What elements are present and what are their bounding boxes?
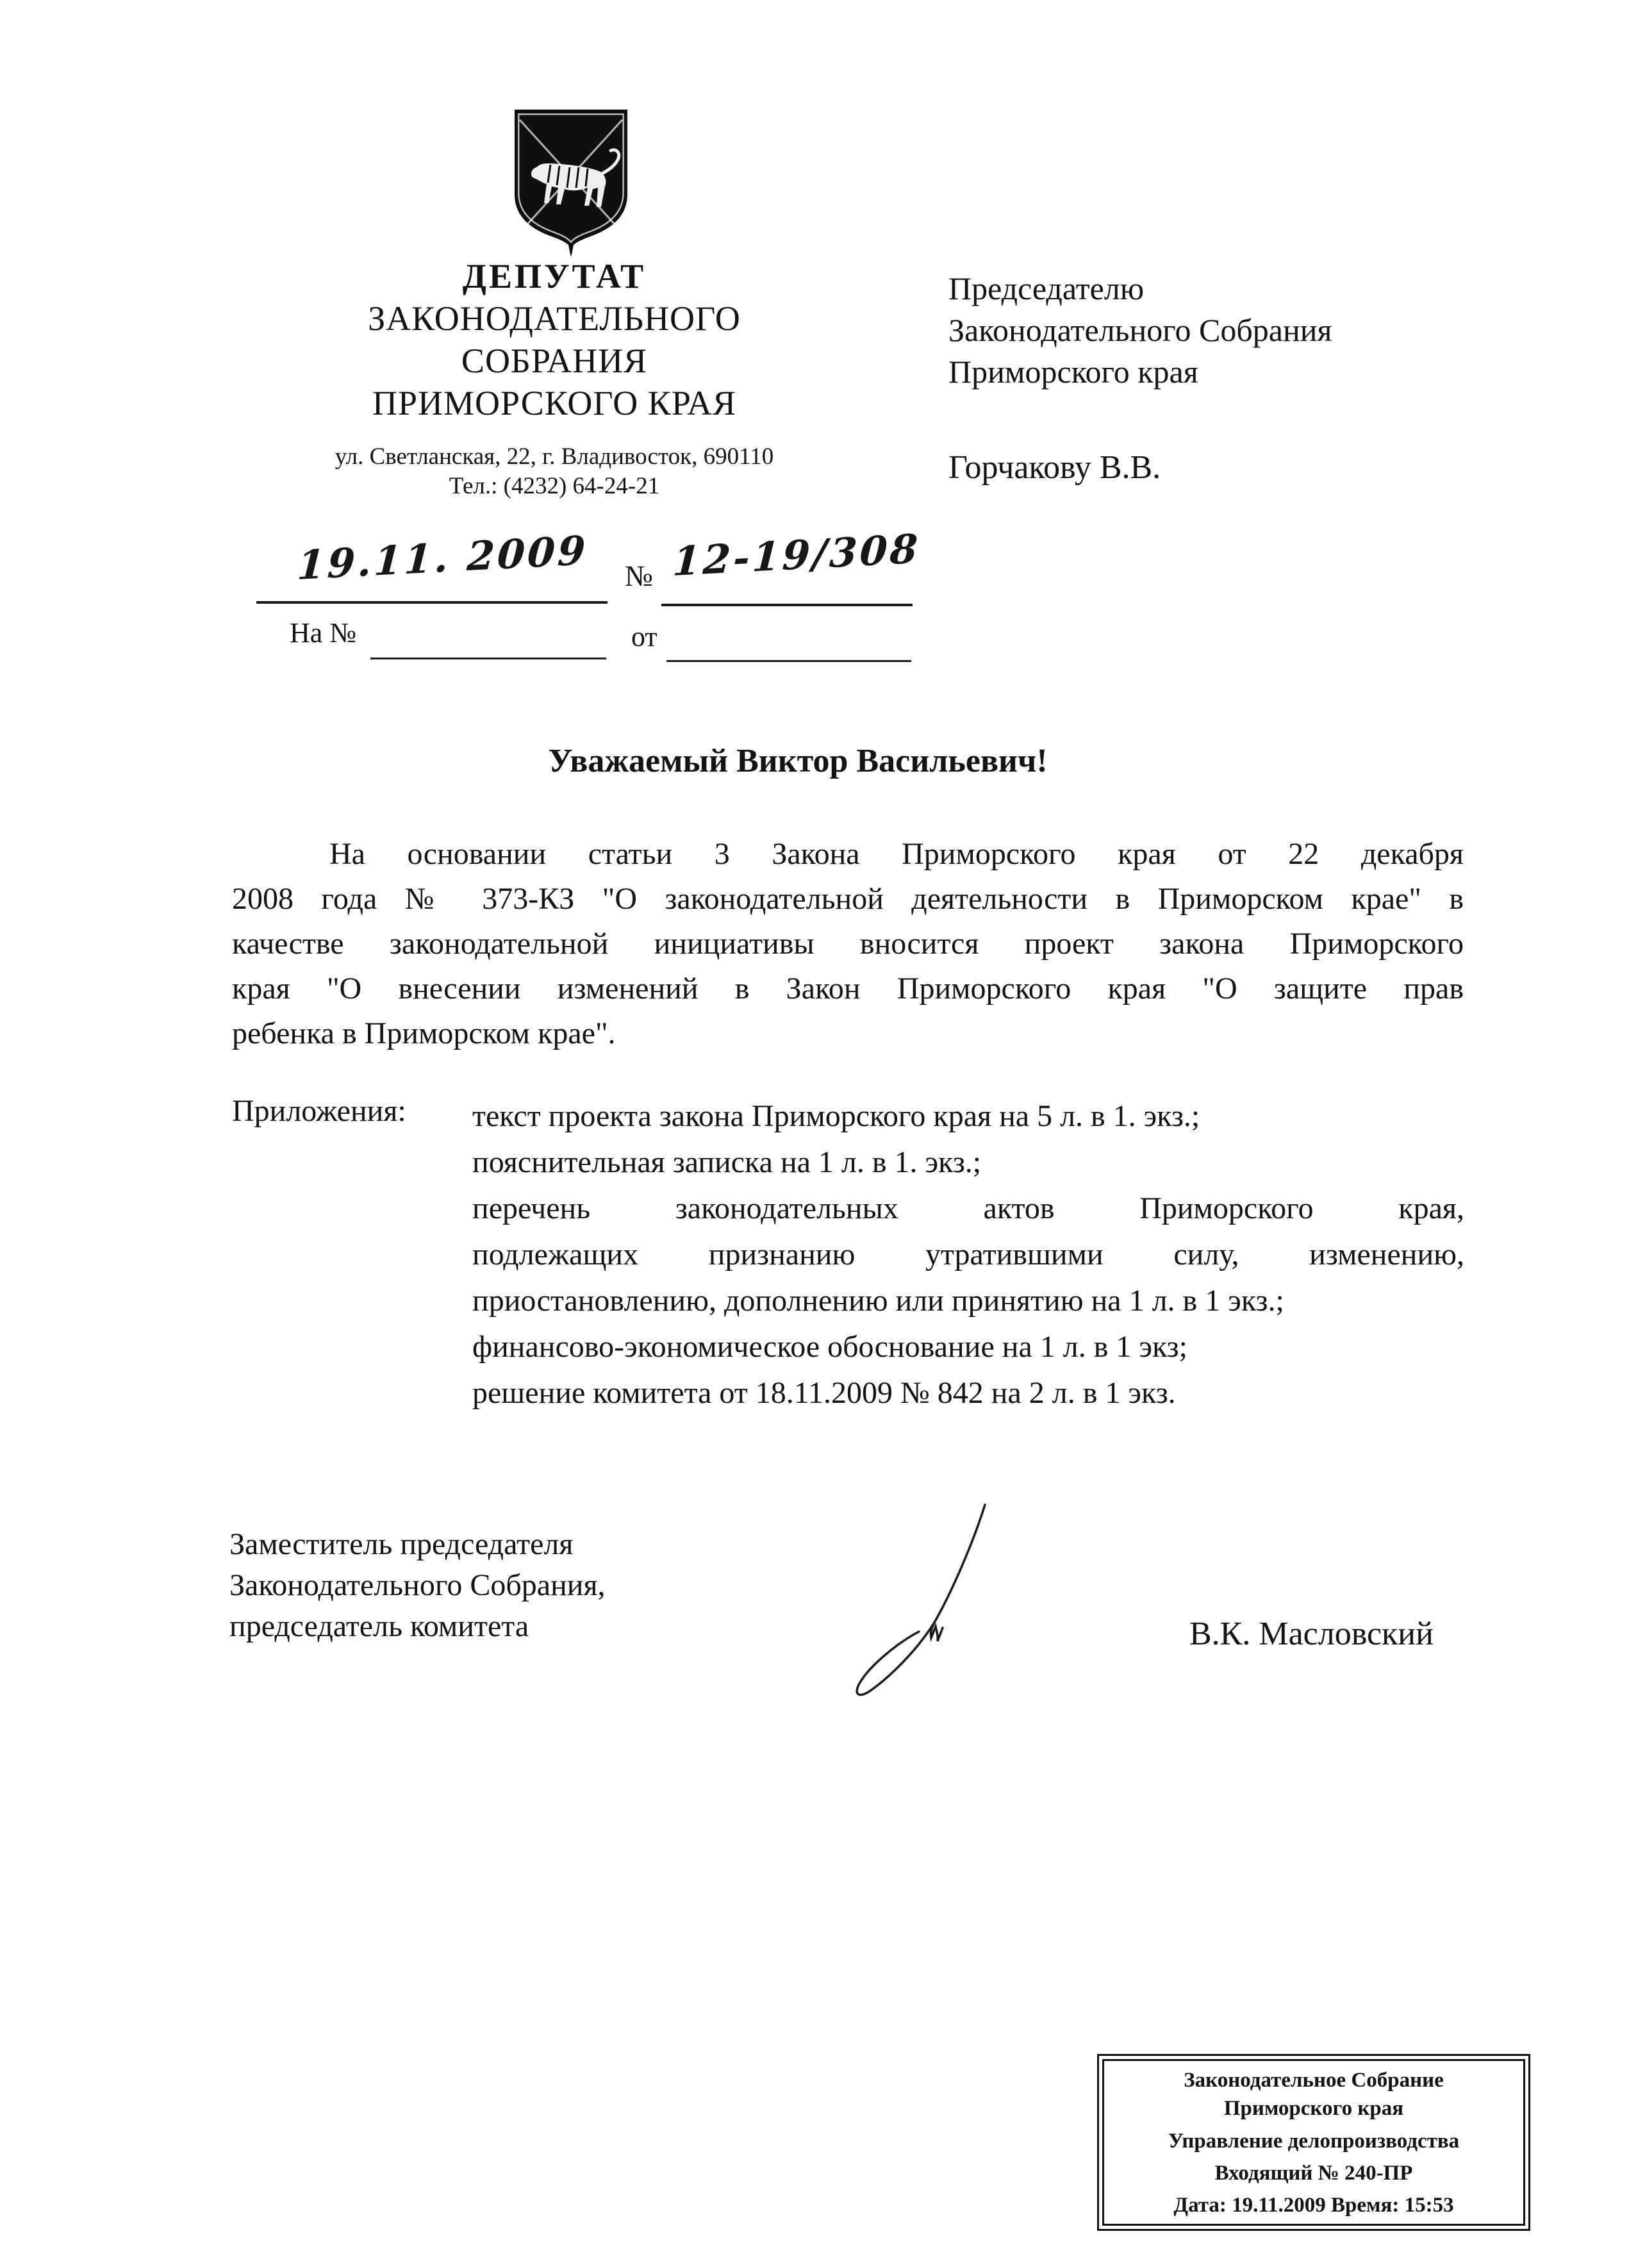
stamp-dept: Управление делопроизводства	[1168, 2130, 1460, 2153]
signer-title-block	[229, 1524, 606, 1647]
ref-ot-label: от	[631, 621, 657, 652]
salutation: Уважаемый Виктор Васильевич!	[548, 743, 1048, 779]
ref-number-handwritten: 12-19/308	[672, 525, 922, 585]
ref-ot-underline	[666, 660, 911, 662]
stamp-incoming-number: Входящий № 240-ПР	[1214, 2162, 1413, 2185]
ref-na-no-underline	[370, 658, 606, 659]
letterhead-org-line: ДЕПУТАТ	[462, 257, 647, 295]
attachment-line: решение комитета от 18.11.2009 № 842 на 2 л. в 1 экз.	[472, 1376, 1176, 1410]
attachments-label: Приложения:	[232, 1094, 406, 1128]
body-line: качестве законодательной инициативы вносится проект закона Приморского	[232, 927, 1464, 961]
signer-title-line: Законодательного Собрания,	[229, 1568, 606, 1602]
addressee-line: Приморского края	[948, 354, 1198, 390]
signer-title-line: Заместитель председателя	[229, 1527, 574, 1561]
attachments-list	[472, 1093, 1464, 1416]
signer-title-line: председатель комитета	[229, 1609, 529, 1643]
letterhead-phone: Тел.: (4232) 64-24-21	[449, 473, 660, 499]
signer-name: В.К. Масловский	[1189, 1616, 1434, 1652]
attachment-line: приостановлению, дополнению или принятию на 1 л. в 1 экз.;	[472, 1284, 1284, 1318]
stamp-datetime: Дата: 19.11.2009 Время: 15:53	[1173, 2194, 1454, 2217]
ref-na-no-label: На №	[290, 617, 357, 649]
ref-number-sign: №	[625, 559, 653, 592]
attachment-line: текст проекта закона Приморского края на 5 л. в 1. экз.;	[472, 1099, 1200, 1133]
signature-scribble-icon	[798, 1487, 1003, 1708]
addressee-name: Горчакову В.В.	[948, 449, 1161, 486]
coat-of-arms-icon	[508, 106, 634, 258]
letterhead-org-line: СОБРАНИЯ	[461, 342, 648, 380]
stamp-org	[1104, 2066, 1523, 2123]
addressee-line: Председателю	[948, 270, 1145, 306]
body-line: ребенка в Приморском крае".	[232, 1016, 616, 1050]
ref-date-underline	[256, 601, 608, 604]
body-line: края "О внесении изменений в Закон Приморского края "О защите прав	[232, 972, 1464, 1006]
stamp-org-line: Законодательное Собрание	[1184, 2069, 1444, 2092]
addressee-line: Законодательного Собрания	[948, 312, 1332, 348]
attachment-line: пояснительная записка на 1 л. в 1. экз.;	[472, 1145, 982, 1179]
attachment-line: подлежащих признанию утратившими силу, изменению,	[472, 1237, 1464, 1271]
attachment-line: финансово-экономическое обоснование на 1 л. в 1 экз;	[472, 1330, 1187, 1364]
letterhead-org-line: ПРИМОРСКОГО КРАЯ	[372, 384, 736, 422]
stamp-org-line: Приморского края	[1223, 2097, 1404, 2120]
letterhead-address: ул. Светланская, 22, г. Владивосток, 690110	[335, 443, 774, 470]
incoming-stamp-inner	[1102, 2059, 1525, 2226]
addressee-block	[948, 268, 1332, 393]
ref-number-underline	[661, 604, 913, 606]
body-paragraph	[232, 832, 1464, 1056]
body-line: 2008 года № 373-КЗ "О законодательной деятельности в Приморском крае" в	[232, 882, 1464, 916]
letterhead-org-line: ЗАКОНОДАТЕЛЬНОГО	[368, 299, 741, 338]
incoming-stamp	[1097, 2054, 1530, 2231]
attachment-line: перечень законодательных актов Приморского края,	[472, 1191, 1464, 1225]
ref-date-handwritten: 19.11. 2009	[296, 526, 590, 589]
body-line: На основании статьи 3 Закона Приморского края от 22 декабря	[329, 837, 1464, 871]
letterhead-block	[250, 255, 859, 501]
